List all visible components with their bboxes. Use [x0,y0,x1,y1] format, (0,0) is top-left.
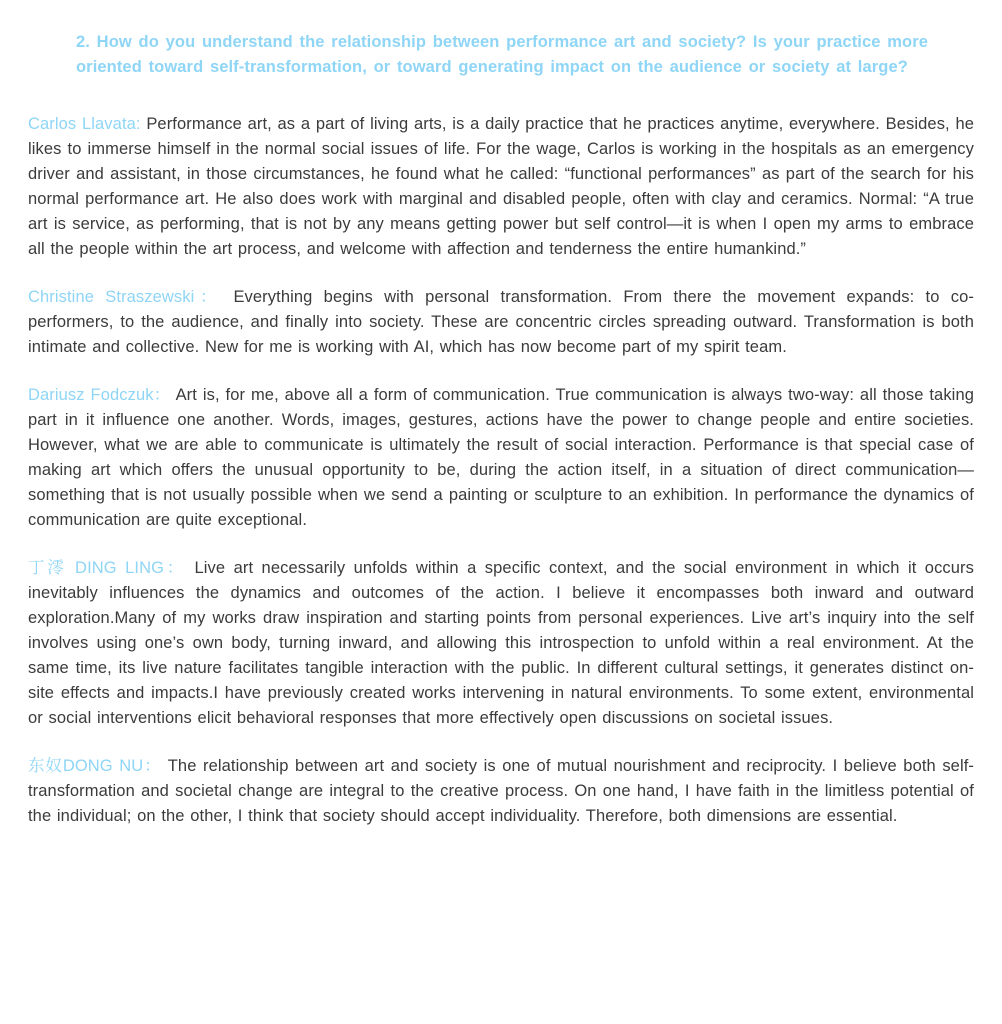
answer-text: Performance art, as a part of living arts, is a daily practice that he practices anytime, everywhere. Besides, he likes to immerse himself in the normal social issues of life. For the wage, Carlos is working in the hospitals as an emergency driver and assistant, in those circumstances, he found what he called: “functional performances” as part of the search for his normal performance art. He also does work with marginal and disabled people, often with clay and ceramics. Normal: “A true art is service, as performing, that is not by any means getting power but self control—it is when I open my arms to embrace all the people within the art process, and welcome with affection and tenderness the entire humankind.” [28,115,974,258]
answer-paragraph-dong-nu [28,754,974,829]
answer-text: Everything begins with personal transformation. From there the movement expands: to co-performers, to the audience, and finally into society. These are concentric circles spreading outward. Transformation is both intimate and collective. New for me is working with AI, which has now become part of my spirit team. [28,288,974,356]
answer-paragraph-ding-ling [28,556,974,731]
answer-text: Live art necessarily unfolds within a specific context, and the social environment in which it occurs inevitably influences the dynamics and outcomes of the action. I believe it encompasses both inward and outward exploration.Many of my works draw inspiration and starting points from personal experiences. Live art’s inquiry into the self involves using one’s own body, turning inward, and allowing this introspection to unfold within a real environment. At the same time, its live nature facilitates tangible interaction with the public. In different cultural settings, it generates distinct on-site effects and impacts.I have previously created works intervening in natural environments. To some extent, environmental or social interventions elicit behavioral responses that more effectively open discussions on societal issues. [28,559,975,727]
speaker-name: 东奴DONG NU： [28,757,162,775]
speaker-name: Dariusz Fodczuk： [28,386,171,404]
speaker-name: Christine Straszewski： [28,288,223,306]
answer-text: Art is, for me, above all a form of communication. True communication is always two-way: all those taking part in it influence one another. Words, images, gestures, actions have the power to change people and entire societies. However, what we are able to communicate is ultimately the result of social interaction. Performance is that special case of making art which offers the unusual opportunity to be, during the action itself, in a situation of direct communication—something that is not usually possible when we send a painting or sculpture to an exhibition. In performance the dynamics of communication are quite exceptional. [28,386,974,529]
answer-paragraph-carlos-llavata [28,112,974,262]
speaker-name: 丁澪 DING LING： [28,559,187,577]
question-heading: 2. How do you understand the relationship between performance art and society? Is your practice more oriented toward self-transformation, or toward generating impact on the audience or society at large? [76,33,928,76]
speaker-name: Carlos Llavata: [28,115,141,133]
answer-paragraph-christine-straszewski [28,285,974,360]
answer-paragraph-dariusz-fodczuk [28,383,974,533]
answer-text: The relationship between art and society is one of mutual nourishment and reciprocity. I believe both self-transformation and societal change are integral to the creative process. On one hand, I have faith in the limitless potential of the individual; on the other, I think that society should accept individuality. Therefore, both dimensions are essential. [28,757,974,825]
